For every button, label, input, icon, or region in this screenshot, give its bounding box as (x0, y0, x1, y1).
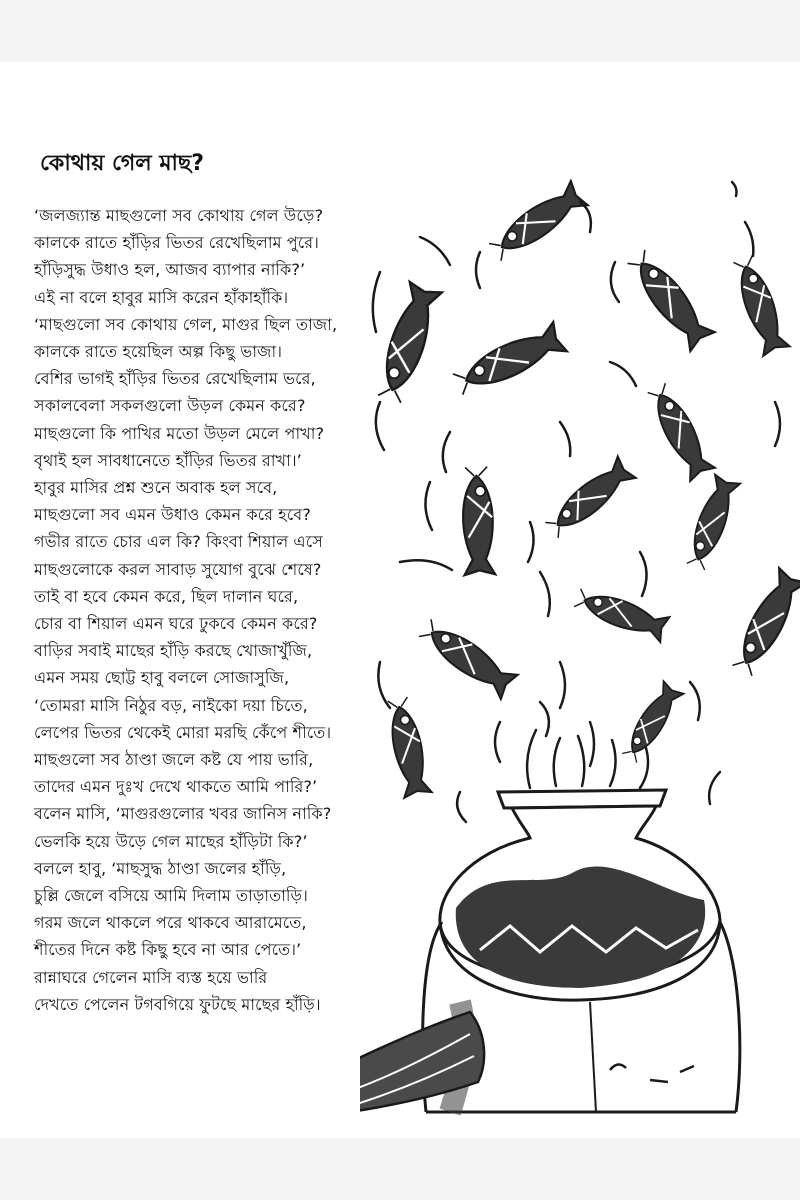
poem-line: হাবুর মাসির প্রশ্ন শুনে অবাক হল সবে, (34, 478, 278, 498)
poem-line: ‘মাছগুলো সব কোথায় গেল, মাগুর ছিল তাজা, (34, 314, 338, 334)
fish-2 (624, 247, 715, 351)
poem-line: তাদের এমন দুঃখ দেখে থাকতে আমি পারি?’ (34, 777, 318, 797)
poem-line: বৃথাই হল সাবধানেতে হাঁড়ির ভিতর রাখা।’ (34, 450, 302, 470)
fish-4 (373, 282, 441, 404)
fish-1 (487, 181, 588, 264)
poem-line: লেপের ভিতর থেকেই মোরা মরছি কেঁপে শীতে। (34, 722, 332, 742)
fish-13 (384, 696, 432, 798)
poem-line: মাছগুলোকে করল সাবাড় সুযোগ বুঝে শেষে? (34, 559, 322, 579)
poem-line: বাড়ির সবাই মাছের হাঁড়ি করছে খোজাখুঁজি, (34, 641, 313, 661)
poem-line: গভীর রাতে চোর এল কি? কিংবা শিয়াল এসে (34, 532, 323, 552)
poem-line: হাঁড়িসুদ্ধ উধাও হল, আজব ব্যাপার নাকি?’ (34, 260, 306, 280)
poem-line: মাছগুলো সব এমন উধাও কেমন করে হবে? (34, 505, 311, 525)
poem-line: বলেন মাসি, ‘মাগুরগুলোর খবর জানিস নাকি? (34, 804, 332, 824)
steam-lines (527, 730, 648, 788)
fish-pot-illustration (360, 102, 800, 1132)
fish-6 (644, 381, 715, 481)
poem-line: এই না বলে হাবুর মাসি করেন হাঁকাহাঁকি। (34, 287, 289, 307)
poem-body (34, 202, 394, 1018)
poem-title: কোথায় গেল মাছ? (40, 151, 205, 176)
fish-12 (417, 616, 518, 699)
fish-9 (683, 475, 740, 572)
poem-line: দেখতে পেলেন টগবগিয়ে ফুটছে মাছের হাঁড়ি। (34, 994, 321, 1014)
fish-10 (573, 585, 670, 642)
fish-14 (619, 681, 683, 764)
fish-8 (543, 456, 636, 540)
poem-line: সকালবেলা সকলগুলো উড়ল কেমন করে? (34, 396, 306, 416)
poem-line: গরম জলে থাকলে পরে থাকবে আরামেতে, (34, 913, 307, 933)
poem-line: ভেলকি হয়ে উড়ে গেল মাছের হাঁড়িটা কি?’ (34, 831, 308, 851)
poem-line: এমন সময় ছোট্ট হাবু বললে সোজাসুজি, (34, 668, 290, 688)
poem-line: শীতের দিনে কষ্ট কিছু হবে না আর পেতে।’ (34, 940, 302, 960)
fish-11 (729, 568, 800, 678)
poem-line: তাই বা হবে কেমন করে, ছিল দালান ঘরে, (34, 586, 299, 606)
poem-line: ‘তোমরা মাসি নিঠুর বড়, নাইকো দয়া চিতে, (34, 695, 308, 715)
fish-5 (451, 322, 567, 399)
poem-line: কালকে রাতে হাঁড়ির ভিতর রেখেছিলাম পুরে। (34, 233, 319, 253)
fish-3 (730, 254, 790, 356)
poem-line: মাছগুলো সব ঠাণ্ডা জলে কষ্ট যে পায় ভারি, (34, 750, 314, 770)
book-page (0, 62, 800, 1138)
poem-line: রান্নাঘরে গেলেন মাসি ব্যস্ত হয়ে ভারি (34, 967, 268, 987)
poem-line: বেশির ভাগই হাঁড়ির ভিতর রেখেছিলাম ভরে, (34, 369, 316, 389)
poem-line: চোর বা শিয়াল এমন ঘরে ঢুকবে কেমন করে? (34, 614, 318, 634)
fish-7 (461, 466, 496, 575)
poem-line: বললে হাবু, ‘মাছসুদ্ধ ঠাণ্ডা জলের হাঁড়ি, (34, 858, 287, 878)
poem-line: চুল্লি জেলে বসিয়ে আমি দিলাম তাড়াতাড়ি। (34, 886, 308, 906)
poem-line: মাছগুলো কি পাখির মতো উড়ল মেলে পাখা? (34, 423, 325, 443)
poem-line: কালকে রাতে হয়েছিল অল্প কিছু ভাজা। (34, 342, 282, 362)
poem-line: ‘জলজ্যান্ত মাছগুলো সব কোথায় গেল উড়ে? (34, 206, 324, 225)
